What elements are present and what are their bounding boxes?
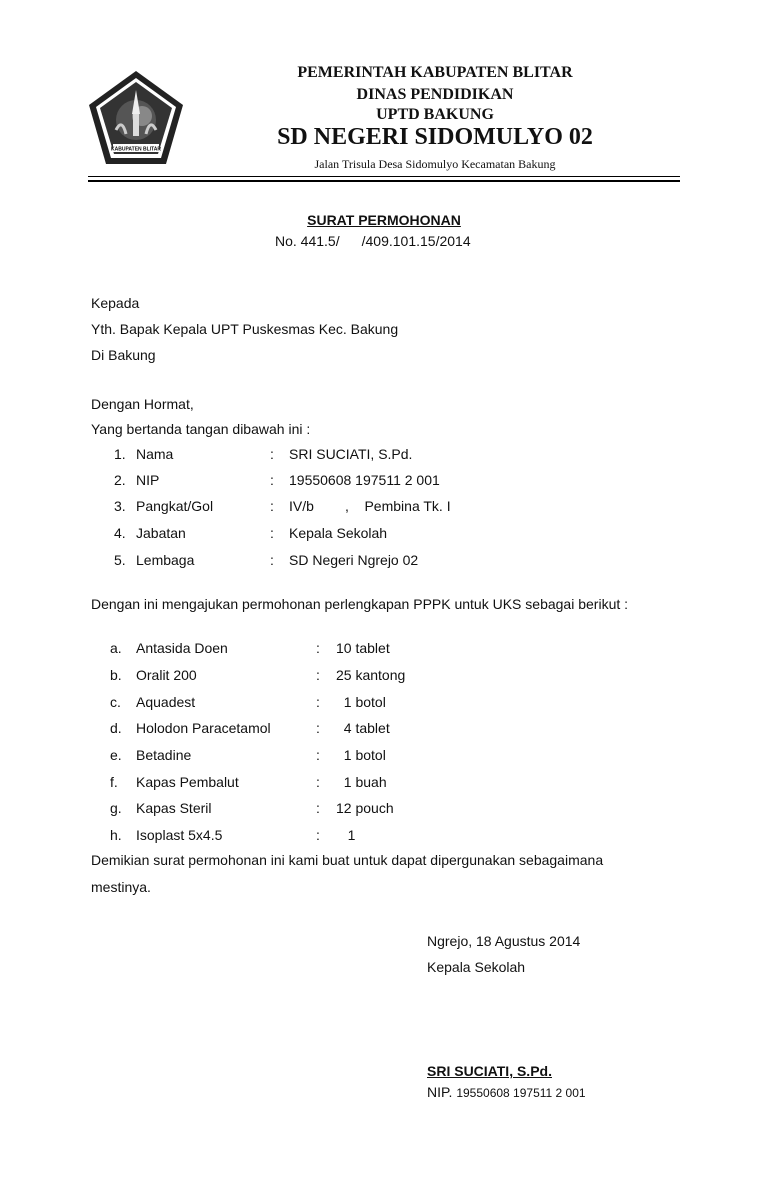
recipient-to: Kepada bbox=[91, 295, 140, 311]
identity-value: Kepala Sekolah bbox=[289, 525, 388, 541]
supply-name: Isoplast 5x4.5 bbox=[136, 827, 223, 843]
supply-name: Aquadest bbox=[136, 694, 196, 710]
place-date: Ngrejo, 18 Agustus 2014 bbox=[427, 933, 581, 949]
logo-text: KABUPATEN BLITAR bbox=[111, 146, 161, 153]
supply-qty: 1 bbox=[336, 827, 356, 843]
supply-name: Kapas Steril bbox=[136, 800, 212, 816]
header-line-unit: UPTD BAKUNG bbox=[376, 106, 494, 123]
supply-qty: 12 pouch bbox=[336, 800, 394, 816]
supply-qty: 4 tablet bbox=[336, 720, 390, 736]
identity-label: Nama bbox=[136, 446, 174, 462]
supply-name: Holodon Paracetamol bbox=[136, 720, 271, 736]
letter-number bbox=[275, 233, 471, 249]
signer-nip bbox=[427, 1084, 586, 1100]
identity-label: Lembaga bbox=[136, 552, 195, 568]
supply-name: Antasida Doen bbox=[136, 640, 228, 656]
identity-value: SD Negeri Ngrejo 02 bbox=[289, 552, 419, 568]
identity-label: NIP bbox=[136, 472, 160, 488]
header-divider-thin bbox=[88, 176, 680, 177]
letter-title: SURAT PERMOHONAN bbox=[307, 212, 461, 228]
supply-qty: 1 botol bbox=[336, 747, 386, 763]
school-address: Jalan Trisula Desa Sidomulyo Kecamatan Bakung bbox=[314, 157, 556, 171]
identity-value: SRI SUCIATI, S.Pd. bbox=[289, 446, 413, 462]
regency-logo bbox=[86, 68, 186, 168]
supply-name: Oralit 200 bbox=[136, 667, 197, 683]
signer-intro: Yang bertanda tangan dibawah ini : bbox=[91, 421, 311, 437]
letter-number-prefix: No. 441.5/ bbox=[275, 233, 340, 249]
signer-position: Kepala Sekolah bbox=[427, 959, 526, 975]
supply-qty: 10 tablet bbox=[336, 640, 390, 656]
school-name: SD NEGERI SIDOMULYO 02 bbox=[277, 124, 593, 150]
header-divider-thick bbox=[88, 180, 680, 182]
identity-value: 19550608 197511 2 001 bbox=[289, 472, 440, 488]
header-line-government: PEMERINTAH KABUPATEN BLITAR bbox=[297, 64, 573, 81]
recipient-name: Yth. Bapak Kepala UPT Puskesmas Kec. Bakung bbox=[91, 321, 399, 337]
identity-label: Pangkat/Gol bbox=[136, 498, 214, 514]
greeting: Dengan Hormat, bbox=[91, 396, 194, 412]
supply-qty: 1 buah bbox=[336, 774, 387, 790]
header-line-department: DINAS PENDIDIKAN bbox=[356, 86, 514, 103]
letter-number-suffix: /409.101.15/2014 bbox=[361, 233, 471, 249]
closing-line-1: Demikian surat permohonan ini kami buat untuk dapat dipergunakan sebagaimana bbox=[91, 852, 604, 868]
recipient-place: Di Bakung bbox=[91, 347, 156, 363]
identity-value: IV/b , Pembina Tk. I bbox=[289, 498, 451, 514]
identity-label: Jabatan bbox=[136, 525, 186, 541]
request-statement: Dengan ini mengajukan permohonan perlengkapan PPPK untuk UKS sebagai berikut : bbox=[91, 596, 629, 612]
nip-label: NIP. bbox=[427, 1084, 453, 1100]
supply-qty: 1 botol bbox=[336, 694, 386, 710]
signer-name: SRI SUCIATI, S.Pd. bbox=[427, 1063, 552, 1079]
supply-qty: 25 kantong bbox=[336, 667, 406, 683]
nip-value: 19550608 197511 2 001 bbox=[456, 1086, 586, 1100]
closing-line-2: mestinya. bbox=[91, 879, 151, 895]
supply-name: Kapas Pembalut bbox=[136, 774, 239, 790]
supply-name: Betadine bbox=[136, 747, 192, 763]
